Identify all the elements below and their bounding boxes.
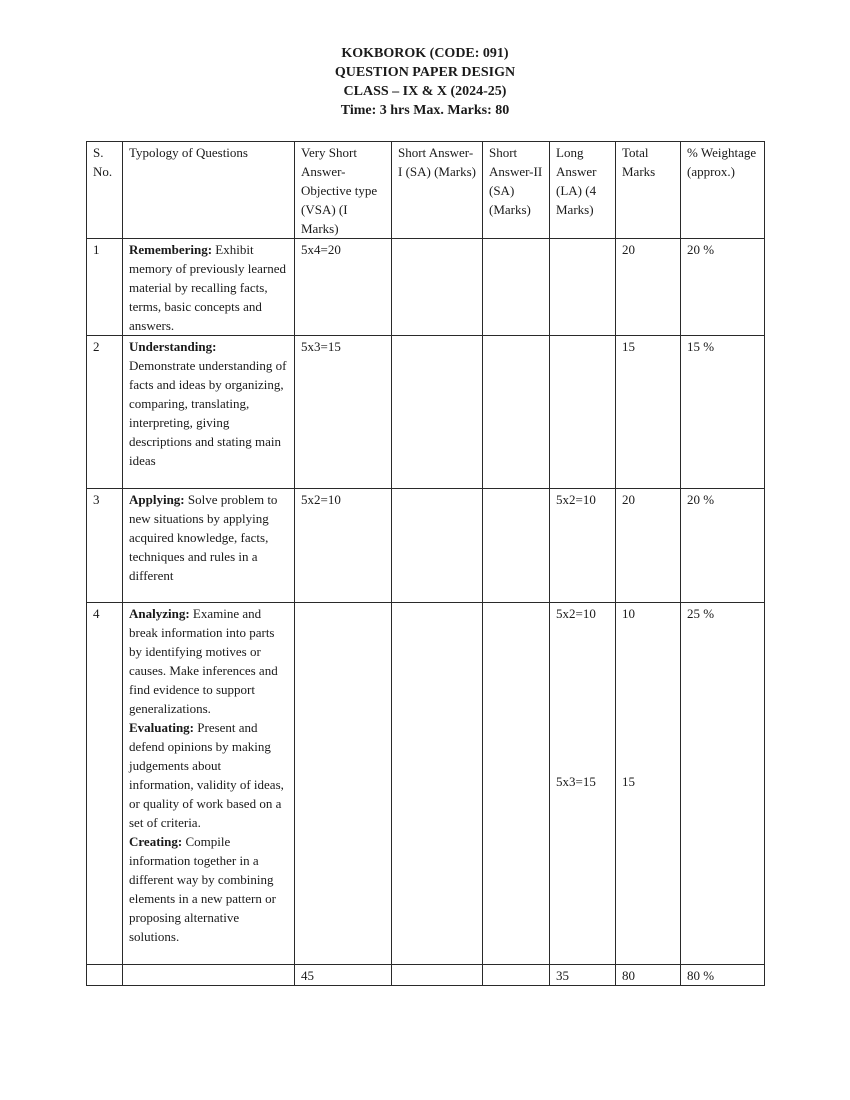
- row-sa2: [483, 239, 550, 336]
- class-title: CLASS – IX & X (2024-25): [343, 84, 507, 99]
- totals-row: [87, 965, 765, 986]
- typology-term: Understanding:: [129, 339, 217, 354]
- row-total: 20: [616, 239, 681, 336]
- row-typology: [123, 603, 295, 965]
- typology-description: Demonstrate understanding of facts and ideas by organizing, comparing, translating, interpreting, giving descriptions and stating main ideas: [129, 358, 287, 468]
- row-typology: [123, 336, 295, 489]
- typology-term: Remembering:: [129, 242, 213, 257]
- document-header: [0, 44, 850, 120]
- row-sno: 1: [87, 239, 123, 336]
- row-weightage: 20 %: [681, 239, 765, 336]
- design-title: QUESTION PAPER DESIGN: [334, 65, 516, 80]
- row-sa1: [392, 336, 483, 489]
- totals-typology: [123, 965, 295, 986]
- row-sa2: [483, 603, 550, 965]
- table-row: [87, 239, 765, 336]
- table-row: [87, 603, 765, 965]
- totals-weightage: 80 %: [681, 965, 765, 986]
- evaluating-term: Evaluating:: [129, 720, 195, 735]
- row-la: [550, 603, 616, 965]
- row-sno: 4: [87, 603, 123, 965]
- totals-sno: [87, 965, 123, 986]
- row-sa2: [483, 336, 550, 489]
- header-row: [87, 142, 765, 239]
- row-total: [616, 603, 681, 965]
- row-sno: 3: [87, 489, 123, 603]
- col-header-sno: S. No.: [87, 142, 123, 239]
- row-vsa: 5x3=15: [295, 336, 392, 489]
- row-typology: [123, 489, 295, 603]
- totals-la: 35: [550, 965, 616, 986]
- col-header-sa1: Short Answer-I (SA) (Marks): [392, 142, 483, 239]
- typology-description: Exhibit memory of previously learned material by recalling facts, terms, basic concepts and answers.: [129, 242, 287, 333]
- row-sa1: [392, 489, 483, 603]
- col-header-typology: Typology of Questions: [123, 142, 295, 239]
- creating-term: Creating:: [129, 834, 183, 849]
- subject-title: KOKBOROK (CODE: 091): [341, 46, 509, 61]
- total-evaluating: 15: [622, 774, 635, 789]
- totals-total: 80: [616, 965, 681, 986]
- row-la: [550, 336, 616, 489]
- question-paper-design-table: [86, 141, 765, 986]
- row-sno: 2: [87, 336, 123, 489]
- la-analyzing: 5x2=10: [556, 606, 596, 621]
- col-header-vsa: Very Short Answer-Objective type (VSA) (I Marks): [295, 142, 392, 239]
- la-evaluating: 5x3=15: [556, 774, 596, 789]
- row-la: [550, 239, 616, 336]
- table-row: [87, 336, 765, 489]
- col-header-la: Long Answer (LA) (4 Marks): [550, 142, 616, 239]
- typology-term: Applying:: [129, 492, 185, 507]
- evaluating-description: Present and defend opinions by making judgements about information, validity of ideas, or quality of work based on a set of criteria.: [129, 720, 284, 830]
- row-typology: [123, 239, 295, 336]
- row-la: 5x2=10: [550, 489, 616, 603]
- row-vsa: 5x4=20: [295, 239, 392, 336]
- row-weightage: 25 %: [681, 603, 765, 965]
- total-analyzing: 10: [622, 606, 635, 621]
- row-sa1: [392, 239, 483, 336]
- creating-description: Compile information together in a different way by combining elements in a new pattern or proposing alternative solutions.: [129, 834, 276, 944]
- analyzing-description: Examine and break information into parts by identifying motives or causes. Make inferences and find evidence to support generalizations.: [129, 606, 278, 716]
- table-row: [87, 489, 765, 603]
- row-vsa: [295, 603, 392, 965]
- totals-sa2: [483, 965, 550, 986]
- col-header-total: Total Marks: [616, 142, 681, 239]
- typology-description: Solve problem to new situations by applying acquired knowledge, facts, techniques and rules in a different: [129, 492, 278, 583]
- totals-sa1: [392, 965, 483, 986]
- row-weightage: 15 %: [681, 336, 765, 489]
- col-header-sa2: Short Answer-II (SA) (Marks): [483, 142, 550, 239]
- totals-vsa: 45: [295, 965, 392, 986]
- row-vsa: 5x2=10: [295, 489, 392, 603]
- row-sa1: [392, 603, 483, 965]
- time-marks: Time: 3 hrs Max. Marks: 80: [340, 103, 510, 118]
- row-total: 20: [616, 489, 681, 603]
- col-header-weightage: % Weightage (approx.): [681, 142, 765, 239]
- row-weightage: 20 %: [681, 489, 765, 603]
- row-total: 15: [616, 336, 681, 489]
- row-sa2: [483, 489, 550, 603]
- analyzing-term: Analyzing:: [129, 606, 190, 621]
